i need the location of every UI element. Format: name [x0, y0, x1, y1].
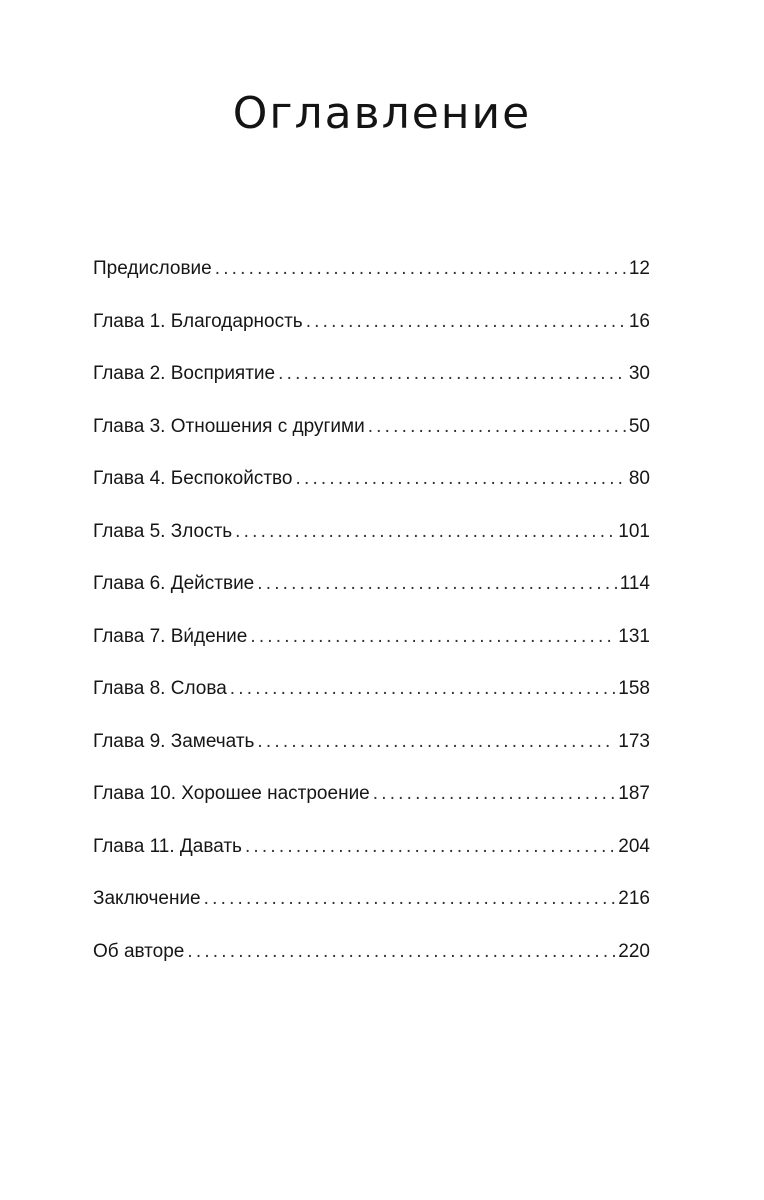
toc-entry-page: 12: [628, 258, 650, 279]
dot-leader: [215, 254, 626, 284]
toc-entry-title: Глава 11. Давать: [93, 835, 242, 857]
toc-entry-title: Глава 7. Ви́дение: [93, 625, 248, 647]
toc-entry: [93, 937, 650, 990]
toc-entry: [93, 254, 650, 307]
dot-leader: [187, 937, 615, 967]
toc-entry-title: Глава 2. Восприятие: [93, 363, 276, 384]
dot-leader: [368, 412, 626, 442]
dot-leader: [295, 464, 625, 494]
toc-entry-page: 101: [618, 520, 650, 542]
toc-entry-title: Об авторе: [93, 940, 185, 962]
toc-entry-page: 216: [618, 888, 650, 909]
toc-entry-title: Глава 8. Слова: [93, 678, 227, 699]
toc-entry-page: 204: [618, 835, 650, 857]
toc-entry: [93, 412, 650, 465]
toc-entry: [93, 884, 650, 937]
dot-leader: [373, 779, 616, 809]
toc-entry-title: Заключение: [93, 888, 201, 909]
dot-leader: [245, 832, 615, 862]
dot-leader: [257, 727, 615, 757]
toc-entry-page: 131: [618, 625, 650, 647]
dot-leader: [278, 359, 626, 389]
toc-entry: [93, 359, 650, 412]
toc-entry: [93, 727, 650, 780]
toc-entry: [93, 832, 650, 885]
toc-entry: [93, 674, 650, 727]
toc-entry-title: Глава 4. Беспокойство: [93, 468, 293, 489]
dot-leader: [257, 569, 616, 599]
toc-entry-title: Глава 5. Злость: [93, 520, 233, 542]
toc-entry-title: Предисловие: [93, 258, 212, 279]
dot-leader: [204, 884, 616, 914]
dot-leader: [235, 517, 615, 547]
toc-entry-page: 16: [628, 310, 650, 332]
dot-leader: [250, 622, 615, 652]
toc-entry-title: Глава 3. Отношения с другими: [93, 415, 365, 437]
toc-entry-page: 114: [619, 573, 650, 594]
toc-entry-page: 30: [628, 363, 650, 384]
toc-entry: [93, 779, 650, 832]
dot-leader: [306, 307, 626, 337]
dot-leader: [230, 674, 616, 704]
toc-entry-title: Глава 6. Действие: [93, 573, 255, 594]
toc-entry-page: 80: [628, 468, 650, 489]
toc-entry-page: 50: [628, 415, 650, 437]
page-title: Оглавление: [232, 88, 532, 139]
toc-entry-title: Глава 1. Благодарность: [93, 310, 303, 332]
toc-entry: [93, 307, 650, 360]
toc-entry-title: Глава 10. Хорошее настроение: [93, 783, 370, 804]
toc-entry-page: 158: [618, 678, 650, 699]
toc-entry-title: Глава 9. Замечать: [93, 730, 255, 752]
toc-entry: [93, 464, 650, 517]
toc-entry-page: 173: [618, 730, 650, 752]
toc-entry-page: 187: [618, 783, 650, 804]
toc-entry-page: 220: [618, 940, 650, 962]
table-of-contents: [93, 254, 650, 989]
toc-entry: [93, 622, 650, 675]
toc-entry: [93, 517, 650, 570]
toc-entry: [93, 569, 650, 622]
